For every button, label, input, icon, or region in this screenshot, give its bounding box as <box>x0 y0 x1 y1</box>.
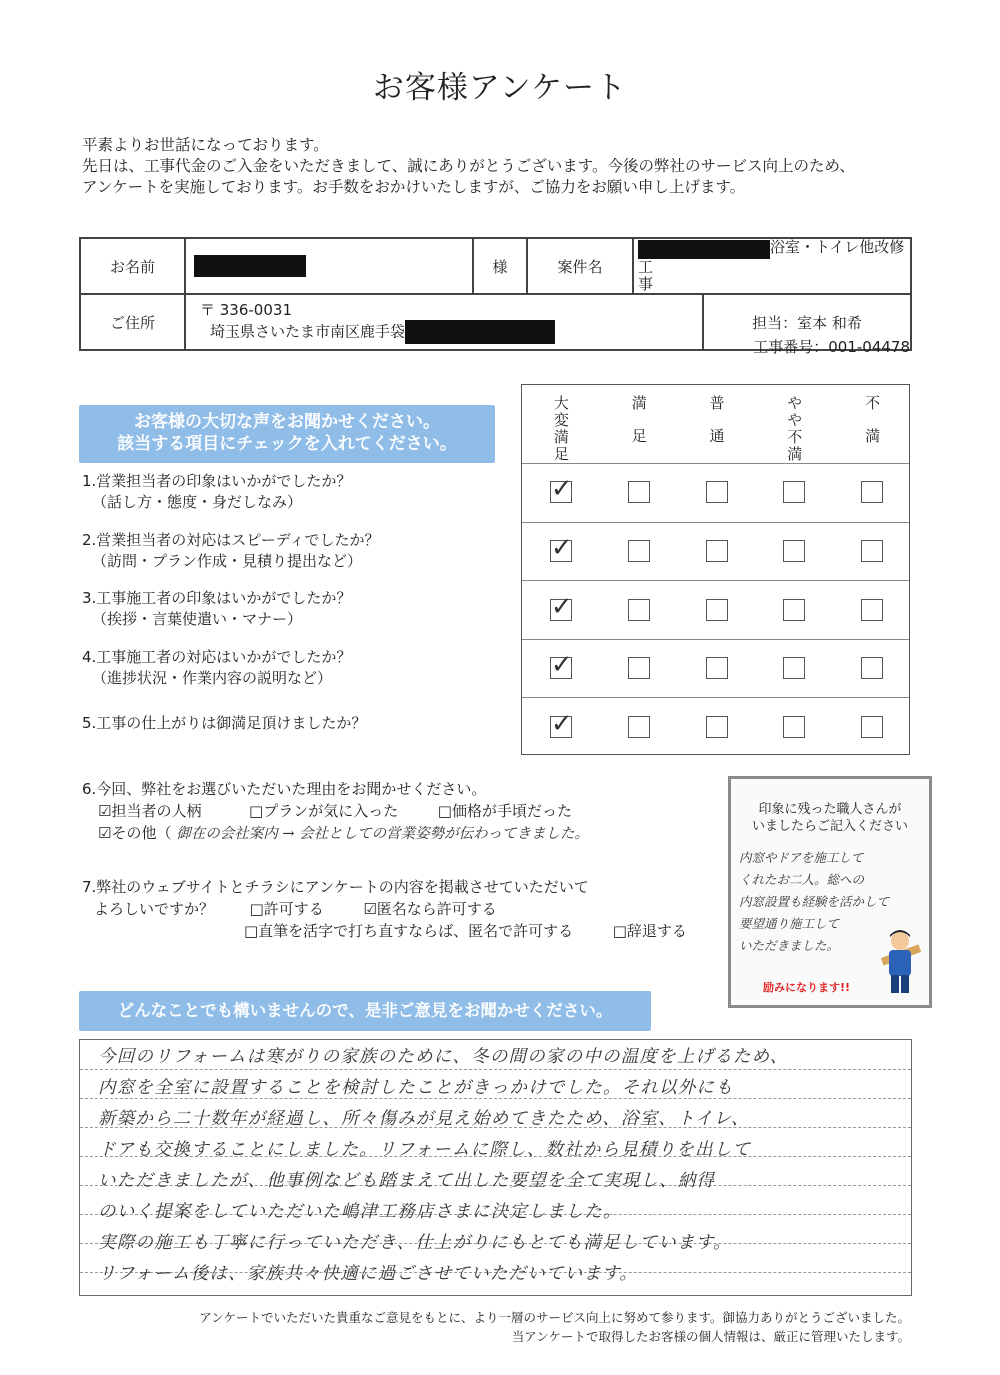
project-name: 浴室・トイレ他改修工 事 <box>633 238 911 294</box>
question-7 <box>82 876 687 942</box>
intro-line-3: アンケートを実施しております。お手数をおかけいたしますが、ご協力をお願い申し上げます。 <box>82 178 746 196</box>
comment-line: ドアも交換することにしました。リフォームに際し、数社から見積りを出して <box>98 1140 752 1160</box>
grid-line <box>522 580 909 581</box>
craftsman-comment-line: 内窓やドアを施工して <box>739 850 864 865</box>
q6-option-other[interactable]: ☑その他（ <box>98 824 172 842</box>
question-text: 3.工事施工者の印象はいかがでしたか？ <box>82 589 352 608</box>
address-text: 埼玉県さいたま市南区鹿手袋 <box>210 322 406 341</box>
craftsman-comment-line: くれたお二人。総への <box>739 872 865 887</box>
name-label: お名前 <box>80 238 185 294</box>
intro-line-2: 先日は、工事代金のご入金をいただきまして、誠にありがとうございます。今後の弊社のサービス向上のため、 <box>82 157 855 175</box>
craftsman-heading: 印象に残った職人さんが いましたらご記入ください <box>751 802 908 834</box>
grid-line <box>522 522 909 523</box>
survey-banner: お客様の大切な声をお聞かせください。 該当する項目にチェックを入れてください。 <box>79 405 495 463</box>
rating-header-3: やや不満 <box>785 395 804 463</box>
question-1 <box>82 471 351 513</box>
rating-checkbox-q5-c4[interactable] <box>783 716 805 738</box>
redaction-block <box>638 240 770 259</box>
comment-line: リフォーム後は、家族共々快適に過ごさせていただいています。 <box>98 1264 639 1284</box>
comment-line: 内窓を全室に設置することを検討したことがきっかけでした。それ以外にも <box>98 1078 734 1098</box>
grid-line <box>522 697 909 698</box>
rating-checkbox-q3-c2[interactable] <box>628 599 650 621</box>
check-mark: ✓ <box>550 474 573 505</box>
staff-name: 担当：室本 和希 <box>703 294 911 350</box>
rating-checkbox-q4-c3[interactable] <box>706 657 728 679</box>
rating-checkbox-q1-c5[interactable] <box>861 481 883 503</box>
rating-grid <box>521 384 910 755</box>
q7-option-allow[interactable]: □許可する <box>249 900 324 918</box>
question-text: 4.工事施工者の対応はいかがでしたか？ <box>82 647 352 666</box>
rating-checkbox-q3-c3[interactable] <box>706 599 728 621</box>
rating-checkbox-q3-c5[interactable] <box>861 599 883 621</box>
question-2 <box>82 530 380 572</box>
rating-header-4: 不満 <box>863 395 882 461</box>
comment-line: いただきましたが、他事例なども踏まえて出した要望を全て実現し、納得 <box>98 1171 716 1191</box>
job-number: 工事番号：001-04478 <box>753 338 910 356</box>
question-subtext: （進捗状況・作業内容の説明など） <box>92 668 333 687</box>
question-6-text: 6.今回、弊社をお選びいただいた理由をお聞かせください。 <box>82 780 487 798</box>
question-4 <box>82 647 351 689</box>
q6-option-plan[interactable]: □プランが気に入った <box>249 802 399 820</box>
rating-checkbox-q2-c2[interactable] <box>628 540 650 562</box>
check-mark: ✓ <box>550 532 573 563</box>
address-label: ご住所 <box>80 294 185 350</box>
rating-checkbox-q1-c3[interactable] <box>706 481 728 503</box>
craftsman-comment-line: いただきました。 <box>739 938 840 953</box>
intro-line-1: 平素よりお世話になっております。 <box>82 136 329 154</box>
rating-checkbox-q4-c5[interactable] <box>861 657 883 679</box>
rating-header-0: 大変満足 <box>551 395 570 463</box>
craftsman-comment-line: 要望通り施工して <box>739 916 840 931</box>
address-value <box>185 294 703 350</box>
honorific: 様 <box>473 238 527 294</box>
ruled-line <box>80 1069 911 1070</box>
rating-checkbox-q2-c4[interactable] <box>783 540 805 562</box>
question-5 <box>82 713 366 734</box>
check-mark: ✓ <box>550 650 573 681</box>
check-mark: ✓ <box>550 708 573 739</box>
redaction-block <box>405 320 555 344</box>
question-subtext: （挨拶・言葉使遣い・マナー） <box>92 610 303 629</box>
question-text: 5.工事の仕上がりは御満足頂けましたか？ <box>82 714 367 733</box>
rating-checkbox-q3-c4[interactable] <box>783 599 805 621</box>
project-label: 案件名 <box>527 238 633 294</box>
craftsman-illustration <box>877 925 923 999</box>
q6-option-price[interactable]: □価格が手頃だった <box>437 802 572 820</box>
question-6 <box>82 778 589 845</box>
encouragement-badge: 励みになります!! <box>763 981 851 994</box>
rating-checkbox-q2-c5[interactable] <box>861 540 883 562</box>
question-subtext: （話し方・態度・身だしなみ） <box>92 493 303 511</box>
question-7-text-2: よろしいですか？ <box>94 900 215 918</box>
rating-header-1: 満足 <box>629 395 648 461</box>
check-mark: ✓ <box>550 591 573 622</box>
question-text: 2.営業担当者の対応はスピーディでしたか？ <box>82 530 380 549</box>
page-title: お客様アンケート <box>372 70 628 106</box>
comment-line: 新築から二十数年が経過し、所々傷みが見え始めてきたため、浴室、トイレ、 <box>98 1109 750 1129</box>
q7-option-retype[interactable]: □直筆を活字で打ち直すならば、匿名で許可する <box>244 922 574 940</box>
question-7-text: 7.弊社のウェブサイトとチラシにアンケートの内容を掲載させていただいて <box>82 878 589 896</box>
postal-code: 〒 336-0031 <box>200 301 292 319</box>
q6-option-staff[interactable]: ☑担当者の人柄 <box>98 802 202 820</box>
rating-checkbox-q1-c2[interactable] <box>628 481 650 503</box>
q7-option-anonymous[interactable]: ☑匿名なら許可する <box>363 900 497 918</box>
rating-checkbox-q4-c4[interactable] <box>783 657 805 679</box>
comment-banner: どんなことでも構いませんので、是非ご意見をお聞かせください。 <box>79 991 651 1031</box>
customer-info-table <box>79 237 912 351</box>
rating-checkbox-q4-c2[interactable] <box>628 657 650 679</box>
craftsman-comment-line: 内窓設置も経験を活かして <box>739 894 890 909</box>
comment-line: 今回のリフォームは寒がりの家族のために、冬の間の家の中の温度を上げるため、 <box>98 1047 789 1067</box>
rating-checkbox-q5-c3[interactable] <box>706 716 728 738</box>
rating-header-2: 普通 <box>707 395 726 461</box>
rating-checkbox-q5-c5[interactable] <box>861 716 883 738</box>
grid-line <box>522 463 909 464</box>
footer-line-1: アンケートでいただいた貴重なご意見をもとに、より一層のサービス向上に努めて参ります。御協力ありがとうございました。 <box>199 1310 910 1325</box>
name-value <box>185 238 473 294</box>
question-3 <box>82 588 351 630</box>
rating-checkbox-q5-c2[interactable] <box>628 716 650 738</box>
comment-line: のいく提案をしていただいた嶋津工務店さまに決定しました。 <box>98 1202 622 1222</box>
grid-line <box>522 639 909 640</box>
redaction-block <box>194 255 306 277</box>
footer-line-2: 当アンケートで取得したお客様の個人情報は、厳正に管理いたします。 <box>511 1329 910 1344</box>
q7-option-decline[interactable]: □辞退する <box>612 922 687 940</box>
question-subtext: （訪問・プラン作成・見積り提出など） <box>92 551 363 570</box>
craftsman-box <box>728 776 932 1008</box>
intro-text <box>82 135 855 198</box>
comment-line: 実際の施工も丁寧に行っていただき、仕上がりにもとても満足しています。 <box>98 1233 732 1253</box>
question-text: 1.営業担当者の印象はいかがでしたか？ <box>82 472 352 490</box>
rating-checkbox-q2-c3[interactable] <box>706 540 728 562</box>
q6-other-answer: 御在の会社案内 → 会社としての営業姿勢が伝わってきました。 <box>176 826 589 842</box>
rating-checkbox-q1-c4[interactable] <box>783 481 805 503</box>
